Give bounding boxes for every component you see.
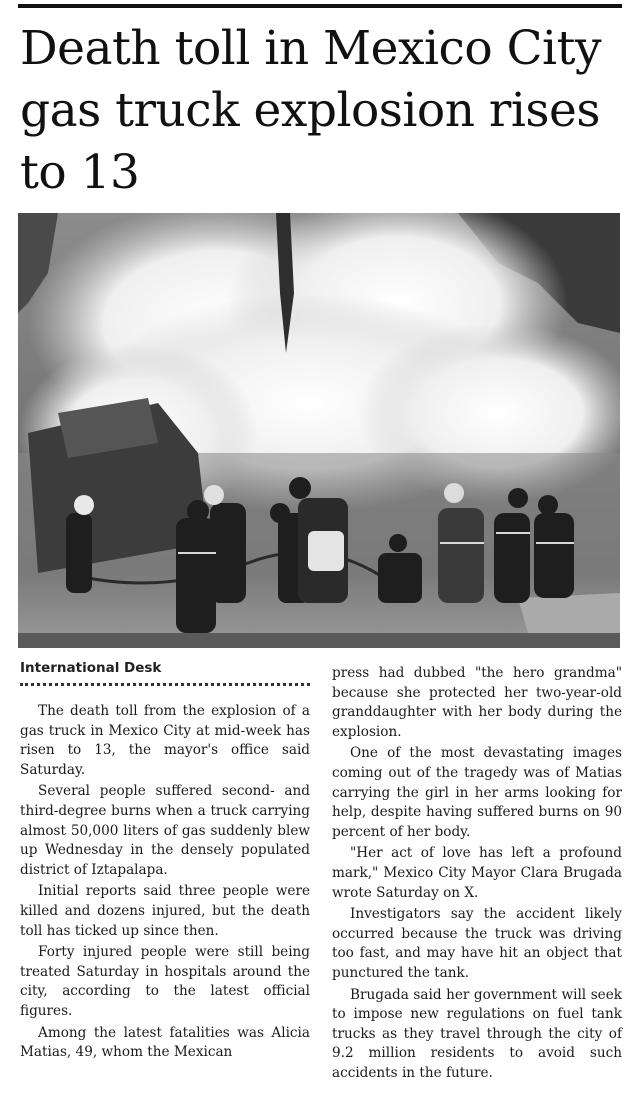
paragraph: Among the latest fatalities was Alicia Matias, 49, whom the Mexican (20, 1024, 310, 1061)
paragraph: Investigators say the accident likely occurred because the truck was driving too fast, and may have hit an object that punctured the tank. (332, 906, 622, 981)
paragraph: Initial reports said three people were killed and dozens injured, but the death toll has ticked up since then. (20, 883, 310, 939)
paragraph: Forty injured people were still being treated Saturday in hospitals around the city, according to the latest official figures. (20, 944, 310, 1019)
paragraph: Brugada said her government will seek to impose new regulations on fuel tank trucks as they travel through the city of 9.2 million residents to avoid such accidents in the future. (332, 986, 622, 1081)
paragraph: The death toll from the explosion of a gas truck in Mexico City at mid-week has risen to 13, the mayor's office said Saturday. (20, 703, 310, 778)
byline: International Desk (20, 660, 162, 676)
article-column-right (332, 664, 622, 1085)
top-rule (18, 4, 622, 8)
explosion-fire-photo-icon (18, 213, 620, 648)
paragraph: press had dubbed "the hero grandma" because she protected her two-year-old granddaughter with her body during the explosion. (332, 665, 622, 740)
paragraph: "Her act of love has left a profound mark," Mexico City Mayor Clara Brugada wrote Saturday on X. (332, 845, 622, 901)
article-column-left (20, 702, 310, 1065)
byline-divider (20, 683, 310, 686)
paragraph: One of the most devastating images coming out of the tragedy was of Matias carrying the girl in her arms looking for help, despite having suffered burns on 90 percent of her body. (332, 745, 622, 840)
headline: Death toll in Mexico City gas truck explosion rises to 13 (20, 21, 602, 200)
paragraph: Several people suffered second- and third-degree burns when a truck carrying almost 50,000 liters of gas suddenly blew up Wednesday in the densely populated district of Iztapalapa. (20, 783, 310, 878)
